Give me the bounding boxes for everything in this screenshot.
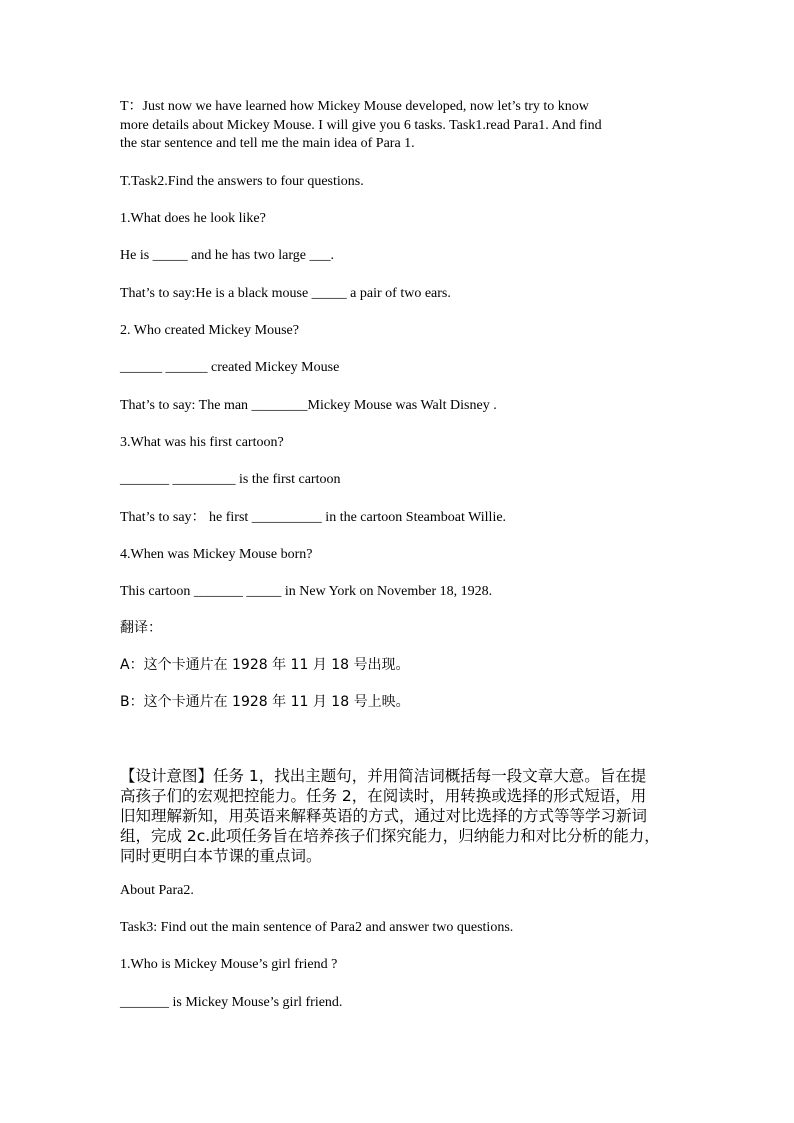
intro-line-2: more details about Mickey Mouse. I will give you 6 tasks. Task1.read Para1. And find [120, 118, 602, 133]
para2-heading: About Para2. [120, 883, 194, 898]
design-intent-line: 组，完成 2c.此项任务旨在培养孩子们探究能力，归纳能力和对比分析的能力， [120, 827, 660, 845]
question-3: 3.What was his first cartoon? [120, 435, 284, 450]
design-intent-block [120, 766, 680, 866]
question-4: 4.When was Mickey Mouse born? [120, 547, 313, 562]
question-2: 2. Who created Mickey Mouse? [120, 323, 299, 338]
design-intent-line: 旧知理解新知，用英语来解释英语的方式，通过对比选择的方式等等学习新词 [120, 807, 648, 825]
intro-line-3: the star sentence and tell me the main idea of Para 1. [120, 136, 415, 151]
question-2-fill: ______ ______ created Mickey Mouse [120, 360, 340, 375]
question-1-thats: That’s to say:He is a black mouse _____ a pair of two ears. [120, 286, 451, 301]
question-1: 1.What does he look like? [120, 211, 266, 226]
translation-option-a: A：这个卡通片在 1928 年 11 月 18 号出现。 [120, 657, 410, 673]
design-intent-line: 高孩子们的宏观把控能力。任务 2，在阅读时，用转换或选择的形式短语，用 [120, 787, 647, 805]
task2-heading: T.Task2.Find the answers to four questions. [120, 174, 364, 189]
translation-label: 翻译： [120, 620, 162, 636]
translation-option-b: B：这个卡通片在 1928 年 11 月 18 号上映。 [120, 694, 410, 710]
para2-question-1-fill: _______ is Mickey Mouse’s girl friend. [120, 995, 343, 1010]
question-4-fill: This cartoon _______ _____ in New York on November 18, 1928. [120, 584, 493, 599]
question-3-fill: _______ _________ is the first cartoon [120, 472, 341, 487]
task3-heading: Task3: Find out the main sentence of Para2 and answer two questions. [120, 920, 514, 935]
question-2-thats: That’s to say: The man ________Mickey Mouse was Walt Disney . [120, 398, 497, 413]
design-intent-line: 同时更明白本节课的重点词。 [120, 847, 322, 865]
question-1-fill: He is _____ and he has two large ___. [120, 248, 334, 263]
design-intent-line: 【设计意图】任务 1，找出主题句，并用简洁词概括每一段文章大意。旨在提 [120, 767, 647, 785]
para2-question-1: 1.Who is Mickey Mouse’s girl friend ? [120, 957, 338, 972]
question-3-thats: That’s to say： he first __________ in the cartoon Steamboat Willie. [120, 510, 507, 525]
intro-line-1: T：Just now we have learned how Mickey Mouse developed, now let’s try to know [120, 99, 589, 114]
